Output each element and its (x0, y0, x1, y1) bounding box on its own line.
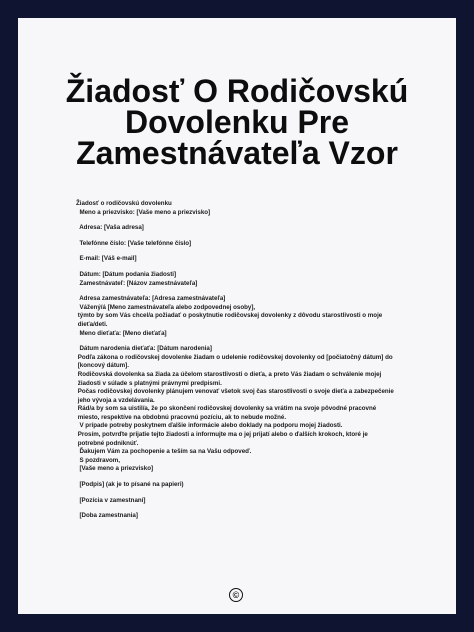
copyright-icon: © (229, 588, 243, 602)
body-line: S pozdravom, (76, 456, 121, 464)
blank-line (76, 474, 410, 481)
body-line: žiadosti v súlade s platnými právnymi predpismi. (76, 379, 222, 387)
body-line: Adresa: [Vaša adresa] (76, 224, 144, 232)
blank-line (76, 490, 410, 497)
body-line: [Pozícia v zamestnaní] (76, 496, 146, 504)
body-line: Žiadosť o rodičovskú dovolenku (76, 200, 172, 207)
body-line: Meno a priezvisko: [Vaše meno a priezvisko] (76, 208, 211, 216)
body-line: Ďakujem Vám za pochopenie a teším sa na Vašu odpoveď. (76, 448, 252, 456)
body-line: potrebné podniknúť. (76, 439, 139, 447)
title-line-1: Žiadosť O Rodičovskú (65, 73, 409, 109)
blank-line (76, 248, 410, 255)
body-line: jeho vývoja a vzdelávania. (76, 396, 155, 404)
body-line: [Vaše meno a priezvisko] (76, 465, 154, 473)
body-line: Podľa zákona o rodičovskej dovolenke žiadam o udelenie rodičovskej dovolenky od [počiatočný dátum] do (76, 353, 393, 361)
title-line-3: Zamestnávateľa Vzor (76, 135, 398, 171)
body-line: Telefónne číslo: [Vaše telefónne číslo] (76, 239, 192, 247)
blank-line (76, 264, 410, 271)
body-line: [koncový dátum]. (76, 362, 129, 370)
body-line: dieťa/deti. (76, 320, 108, 328)
letter-body (76, 200, 410, 521)
blank-line (76, 217, 410, 224)
document-title (18, 73, 456, 171)
body-line: Adresa zamestnávateľa: [Adresa zamestnávateľa] (76, 295, 226, 303)
body-line: miesto, respektíve na obdobnú pracovnú pozíciu, ak to nebude možné. (76, 413, 287, 421)
body-line: V prípade potreby poskytnem ďalšie informácie alebo doklady na podporu mojej žiadosti. (76, 422, 343, 430)
body-line: Meno dieťaťa: [Meno dieťaťa] (76, 329, 167, 337)
body-line: Zamestnávateľ: [Názov zamestnávateľa] (76, 279, 198, 287)
blank-line (76, 505, 410, 512)
body-line: Vážený/á [Meno zamestnávateľa alebo zodpovednej osoby], (76, 303, 256, 311)
body-line: Dátum: [Dátum podania žiadosti] (76, 270, 177, 278)
body-line: Rád/a by som sa uistil/a, že po skončení rodičovskej dovolenky sa vrátim na svoje pôvodné pracovné (76, 405, 377, 413)
body-line: Počas rodičovskej dovolenky plánujem venovať všetok svoj čas starostlivosti o svoje dieťa a zabezpečenie (76, 388, 394, 396)
body-line: [Doba zamestnania] (76, 512, 138, 520)
blank-line (76, 338, 410, 345)
body-line: E-mail: [Váš e-mail] (76, 255, 137, 263)
body-line: Dátum narodenia dieťaťa: [Dátum narodenia] (76, 345, 212, 353)
body-line: Rodičovská dovolenka sa žiada za účelom starostlivosti o dieťa, a preto Vás žiadam o schválenie mojej (76, 370, 382, 378)
body-line: Prosím, potvrďte prijatie tejto žiadosti a informujte ma o jej prijatí alebo o ďalších krokoch, ktoré je (76, 431, 368, 439)
blank-line (76, 233, 410, 240)
document-page (18, 18, 456, 614)
body-line: týmto by som Vás chcel/a požiadať o poskytnutie rodičovskej dovolenky z dôvodu starostlivosti o moje (76, 312, 383, 320)
title-line-2: Dovolenku Pre (124, 104, 350, 140)
body-line: [Podpis] (ak je to písané na papieri) (76, 481, 184, 489)
blank-line (76, 288, 410, 295)
